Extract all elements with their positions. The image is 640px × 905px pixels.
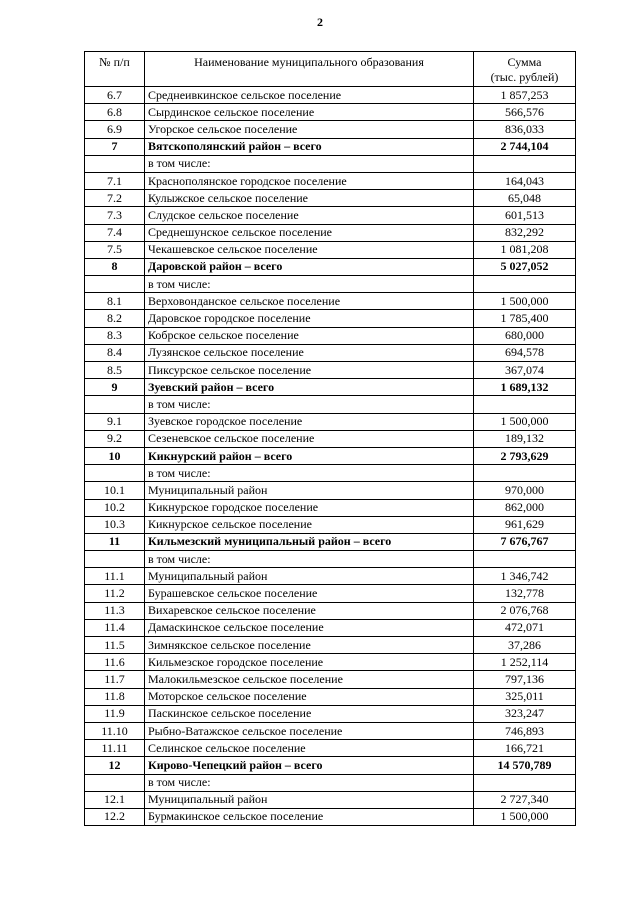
row-name: Верховонданское сельское поселение [145, 293, 474, 310]
row-name: Вихаревское сельское поселение [145, 602, 474, 619]
row-number: 8.2 [85, 310, 145, 327]
row-sum: 832,292 [474, 224, 576, 241]
table-row [85, 722, 576, 739]
budget-table [84, 51, 576, 826]
row-number: 6.7 [85, 87, 145, 104]
table-row [85, 155, 576, 172]
row-sum: 1 252,114 [474, 654, 576, 671]
row-number: 8.4 [85, 344, 145, 361]
row-name: Вятскополянский район – всего [145, 138, 474, 155]
row-number: 9.2 [85, 430, 145, 447]
table-row-district-total [85, 447, 576, 464]
header-number: № п/п [85, 52, 145, 87]
row-sum: 1 857,253 [474, 87, 576, 104]
row-number: 9 [85, 379, 145, 396]
row-number: 11.7 [85, 671, 145, 688]
row-sum: 1 500,000 [474, 293, 576, 310]
table-row-district-total [85, 138, 576, 155]
table-row [85, 688, 576, 705]
table-row [85, 499, 576, 516]
row-sum: 37,286 [474, 637, 576, 654]
row-sum: 746,893 [474, 722, 576, 739]
row-sum: 7 676,767 [474, 533, 576, 550]
row-number: 9.1 [85, 413, 145, 430]
row-sum: 5 027,052 [474, 258, 576, 275]
row-sum: 1 500,000 [474, 413, 576, 430]
row-name: Бурмакинское сельское поселение [145, 808, 474, 825]
row-sum: 472,071 [474, 619, 576, 636]
row-name: Угорское сельское поселение [145, 121, 474, 138]
row-name: Кикнурское городское поселение [145, 499, 474, 516]
table-row [85, 224, 576, 241]
row-sum [474, 276, 576, 293]
row-number: 11.11 [85, 740, 145, 757]
row-number: 10.2 [85, 499, 145, 516]
row-name: Паскинское сельское поселение [145, 705, 474, 722]
row-number: 7.3 [85, 207, 145, 224]
table-row [85, 276, 576, 293]
row-name: Среднеивкинское сельское поселение [145, 87, 474, 104]
row-name: в том числе: [145, 465, 474, 482]
row-sum: 65,048 [474, 190, 576, 207]
row-name: Кильмезское городское поселение [145, 654, 474, 671]
row-sum: 2 076,768 [474, 602, 576, 619]
row-number: 8 [85, 258, 145, 275]
row-sum: 601,513 [474, 207, 576, 224]
row-sum: 2 727,340 [474, 791, 576, 808]
row-number: 12.1 [85, 791, 145, 808]
row-number: 11.10 [85, 722, 145, 739]
row-sum [474, 155, 576, 172]
row-number [85, 551, 145, 568]
table-row [85, 87, 576, 104]
row-name: Сырдинское сельское поселение [145, 104, 474, 121]
row-number: 6.9 [85, 121, 145, 138]
row-name: Зуевский район – всего [145, 379, 474, 396]
row-number: 12 [85, 757, 145, 774]
header-name: Наименование муниципального образования [145, 52, 474, 87]
header-sum-title: Сумма [507, 55, 542, 69]
header-sum [474, 52, 576, 87]
row-name: Малокильмезское сельское поселение [145, 671, 474, 688]
row-number: 7.5 [85, 241, 145, 258]
row-name: Дамаскинское сельское поселение [145, 619, 474, 636]
row-number: 11.4 [85, 619, 145, 636]
row-number: 7.2 [85, 190, 145, 207]
row-number: 8.1 [85, 293, 145, 310]
row-sum: 132,778 [474, 585, 576, 602]
row-name: Кобрское сельское поселение [145, 327, 474, 344]
table-row [85, 774, 576, 791]
row-name: Даровской район – всего [145, 258, 474, 275]
table-row [85, 808, 576, 825]
row-number: 10 [85, 447, 145, 464]
row-number: 10.3 [85, 516, 145, 533]
row-number: 8.5 [85, 362, 145, 379]
row-name: Лузянское сельское поселение [145, 344, 474, 361]
row-name: Краснополянское городское поселение [145, 172, 474, 189]
row-sum [474, 396, 576, 413]
row-sum: 961,629 [474, 516, 576, 533]
row-sum [474, 551, 576, 568]
table-row-district-total [85, 258, 576, 275]
row-sum [474, 465, 576, 482]
row-number [85, 465, 145, 482]
table-row [85, 585, 576, 602]
header-sum-unit: (тыс. рублей) [490, 70, 559, 84]
page-number: 2 [317, 15, 323, 29]
row-name: Кулыжское сельское поселение [145, 190, 474, 207]
row-number: 12.2 [85, 808, 145, 825]
row-number: 11 [85, 533, 145, 550]
table-body [85, 87, 576, 826]
row-name: Селинское сельское поселение [145, 740, 474, 757]
table-row-district-total [85, 379, 576, 396]
row-sum: 367,074 [474, 362, 576, 379]
row-number: 7 [85, 138, 145, 155]
row-name: в том числе: [145, 276, 474, 293]
row-number: 11.3 [85, 602, 145, 619]
row-name: Кильмезский муниципальный район – всего [145, 533, 474, 550]
row-sum: 1 081,208 [474, 241, 576, 258]
row-number: 8.3 [85, 327, 145, 344]
row-name: Муниципальный район [145, 482, 474, 499]
row-name: Рыбно-Ватажское сельское поселение [145, 722, 474, 739]
row-sum: 797,136 [474, 671, 576, 688]
row-name: Моторское сельское поселение [145, 688, 474, 705]
row-name: Бурашевское сельское поселение [145, 585, 474, 602]
row-number: 6.8 [85, 104, 145, 121]
row-sum: 970,000 [474, 482, 576, 499]
table-row [85, 327, 576, 344]
row-sum: 14 570,789 [474, 757, 576, 774]
row-name: Чекашевское сельское поселение [145, 241, 474, 258]
table-row [85, 740, 576, 757]
row-name: Муниципальный район [145, 568, 474, 585]
row-sum: 166,721 [474, 740, 576, 757]
table-row [85, 705, 576, 722]
row-sum: 1 346,742 [474, 568, 576, 585]
table-row [85, 293, 576, 310]
row-name: Среднешунское сельское поселение [145, 224, 474, 241]
row-name: Кикнурское сельское поселение [145, 516, 474, 533]
row-name: Слудское сельское поселение [145, 207, 474, 224]
table-row [85, 568, 576, 585]
row-name: Зуевское городское поселение [145, 413, 474, 430]
table-row [85, 362, 576, 379]
row-number [85, 276, 145, 293]
table-row [85, 602, 576, 619]
table-row [85, 671, 576, 688]
table-row [85, 637, 576, 654]
table-header-row [85, 52, 576, 87]
table-row [85, 430, 576, 447]
row-number [85, 396, 145, 413]
row-sum: 1 689,132 [474, 379, 576, 396]
row-number [85, 774, 145, 791]
table-row [85, 104, 576, 121]
table-row [85, 465, 576, 482]
table-row [85, 121, 576, 138]
table-row [85, 396, 576, 413]
table-row [85, 482, 576, 499]
row-name: Сезеневское сельское поселение [145, 430, 474, 447]
row-sum: 836,033 [474, 121, 576, 138]
row-sum: 566,576 [474, 104, 576, 121]
row-name: Кирово-Чепецкий район – всего [145, 757, 474, 774]
row-name: Муниципальный район [145, 791, 474, 808]
row-number [85, 155, 145, 172]
row-sum: 2 793,629 [474, 447, 576, 464]
row-number: 11.6 [85, 654, 145, 671]
row-sum: 2 744,104 [474, 138, 576, 155]
row-sum: 1 785,400 [474, 310, 576, 327]
row-sum: 680,000 [474, 327, 576, 344]
row-number: 7.4 [85, 224, 145, 241]
table-row [85, 551, 576, 568]
table-row [85, 207, 576, 224]
table-row [85, 516, 576, 533]
table-row [85, 190, 576, 207]
row-name: в том числе: [145, 396, 474, 413]
table-row [85, 654, 576, 671]
table-row-district-total [85, 533, 576, 550]
row-name: Даровское городское поселение [145, 310, 474, 327]
row-sum: 189,132 [474, 430, 576, 447]
row-name: Кикнурский район – всего [145, 447, 474, 464]
row-number: 11.1 [85, 568, 145, 585]
row-name: Зимнякское сельское поселение [145, 637, 474, 654]
row-name: в том числе: [145, 155, 474, 172]
table-row [85, 310, 576, 327]
row-number: 11.2 [85, 585, 145, 602]
row-number: 11.8 [85, 688, 145, 705]
table-row-district-total [85, 757, 576, 774]
table-row [85, 619, 576, 636]
row-name: Пиксурское сельское поселение [145, 362, 474, 379]
row-sum: 694,578 [474, 344, 576, 361]
row-name: в том числе: [145, 774, 474, 791]
table-row [85, 172, 576, 189]
row-name: в том числе: [145, 551, 474, 568]
row-sum: 164,043 [474, 172, 576, 189]
table-row [85, 241, 576, 258]
row-sum: 323,247 [474, 705, 576, 722]
row-number: 11.5 [85, 637, 145, 654]
row-sum: 325,011 [474, 688, 576, 705]
table-row [85, 413, 576, 430]
row-sum [474, 774, 576, 791]
table-row [85, 791, 576, 808]
row-sum: 862,000 [474, 499, 576, 516]
row-sum: 1 500,000 [474, 808, 576, 825]
row-number: 7.1 [85, 172, 145, 189]
table-row [85, 344, 576, 361]
row-number: 11.9 [85, 705, 145, 722]
row-number: 10.1 [85, 482, 145, 499]
